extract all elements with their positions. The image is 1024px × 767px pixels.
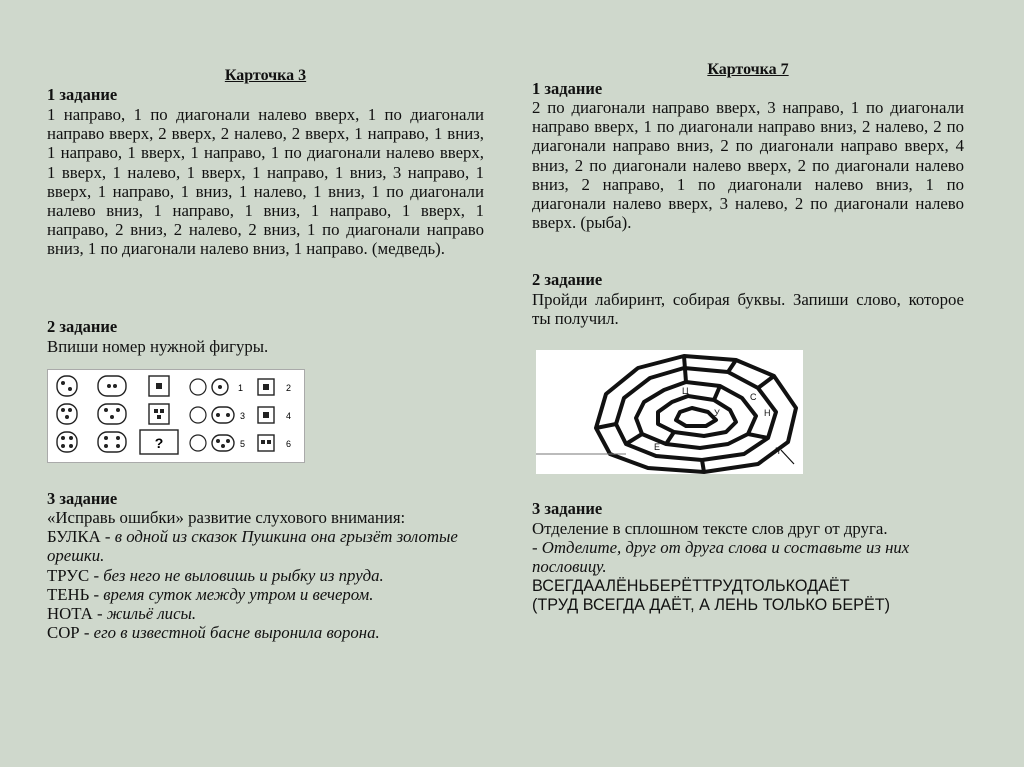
maze-letter: Е	[654, 442, 661, 452]
card-3-task3-title: 3 задание	[47, 489, 118, 508]
riddle-item	[47, 604, 196, 623]
card-3-task2-title: 2 задание	[47, 317, 118, 336]
card-3-task2-text: Впиши номер нужной фигуры.	[47, 337, 269, 356]
maze-drawing	[536, 350, 803, 474]
card-3-task1-title: 1 задание	[47, 85, 118, 104]
riddle-item	[47, 623, 380, 642]
riddle-item	[47, 585, 373, 604]
card-7-task2-title: 2 задание	[532, 270, 603, 289]
card-7-task2-text: Пройди лабиринт, собирая буквы. Запиши слово, которое ты получил.	[532, 290, 964, 329]
riddle-word: БУЛКА	[47, 527, 101, 546]
figure-number: 2	[286, 383, 292, 393]
figure-number: 3	[240, 411, 246, 421]
figure-number: 6	[286, 439, 292, 449]
maze-letter: Л	[774, 446, 780, 456]
card-3-task1-text: 1 направо, 1 по диагонали налево вверх, 1 по диагонали направо вверх, 2 вверх, 2 налево, 2 вверх, 1 направо, 1 вниз, 1 направо, 1 вверх, 1 направо, 1 по диагонали налево вверх, 1 вверх, 1 налево, 1 вверх, 1 направо, 1 вниз, 3 направо, 1 вверх, 1 направо, 1 вниз, 1 налево, 1 вниз, 1 по диагонали налево вниз, 1 направо, 1 вниз, 1 направо, 1 вверх, 1 направо, 2 вниз, 2 налево, 2 вниз, 1 по диагонали направо вниз, 1 по диагонали налево вниз, 1 направо. (медведь).	[47, 105, 484, 259]
maze-image	[536, 350, 803, 474]
card-3-task3-intro: «Исправь ошибки» развитие слухового внимания:	[47, 508, 406, 527]
maze-letter: С	[750, 392, 757, 402]
figure-question-mark: ?	[154, 435, 164, 451]
riddle-item	[47, 527, 484, 565]
card-7-title: Карточка 7	[707, 61, 789, 78]
figure-puzzle	[47, 369, 305, 463]
riddle-clue: - без него не выловишь и рыбку из пруда.	[89, 566, 384, 585]
riddle-clue: - в одной из сказок Пушкина она грызёт золотые орешки.	[47, 527, 458, 566]
card-7-task3-text: Отделение в сплошном тексте слов друг от друга.	[532, 519, 888, 538]
maze-letter: Н	[764, 408, 771, 418]
card-7-task3-title: 3 задание	[532, 499, 603, 518]
riddle-word: СОР	[47, 623, 80, 642]
card-7-proverb-joined: ВСЕГДААЛЁНЬБЕРЁТТРУДТОЛЬКОДАЁТ	[532, 577, 850, 595]
card-7-task1-title: 1 задание	[532, 79, 603, 98]
riddle-word: ТРУС	[47, 566, 90, 585]
figure-number: 4	[286, 411, 292, 421]
card-3-title: Карточка 3	[224, 67, 307, 84]
riddle-clue: - жильё лисы.	[92, 604, 197, 623]
figure-puzzle-drawing	[48, 370, 304, 462]
card-7-task3-instruction: - Отделите, друг от друга слова и составьте из них пословицу.	[532, 538, 910, 577]
riddle-word: ТЕНЬ	[47, 585, 90, 604]
figure-number: 1	[238, 383, 244, 393]
maze-letter: Ц	[682, 386, 689, 396]
card-7-proverb-answer: (ТРУД ВСЕГДА ДАЁТ, А ЛЕНЬ ТОЛЬКО БЕРЁТ)	[532, 596, 891, 614]
riddle-word: НОТА	[47, 604, 93, 623]
maze-letter: У	[714, 408, 720, 418]
riddle-clue: - время суток между утром и вечером.	[89, 585, 374, 604]
card-7-task1-text: 2 по диагонали направо вверх, 3 направо, 1 по диагонали направо вверх, 1 по диагонали направо вниз, 2 налево, 2 по диагонали направо вниз, 2 по диагонали направо вверх, 4 вниз, 2 по диагонали налево вверх, 2 по диагонали налево вниз, 2 направо, 1 по диагонали налево вниз, 1 по диагонали налево вверх, 3 налево, 2 по диагонали налево вверх. (рыба).	[532, 98, 964, 233]
figure-number: 5	[240, 439, 246, 449]
riddle-clue: - его в известной басне выронила ворона.	[79, 623, 380, 642]
riddle-item	[47, 566, 384, 585]
